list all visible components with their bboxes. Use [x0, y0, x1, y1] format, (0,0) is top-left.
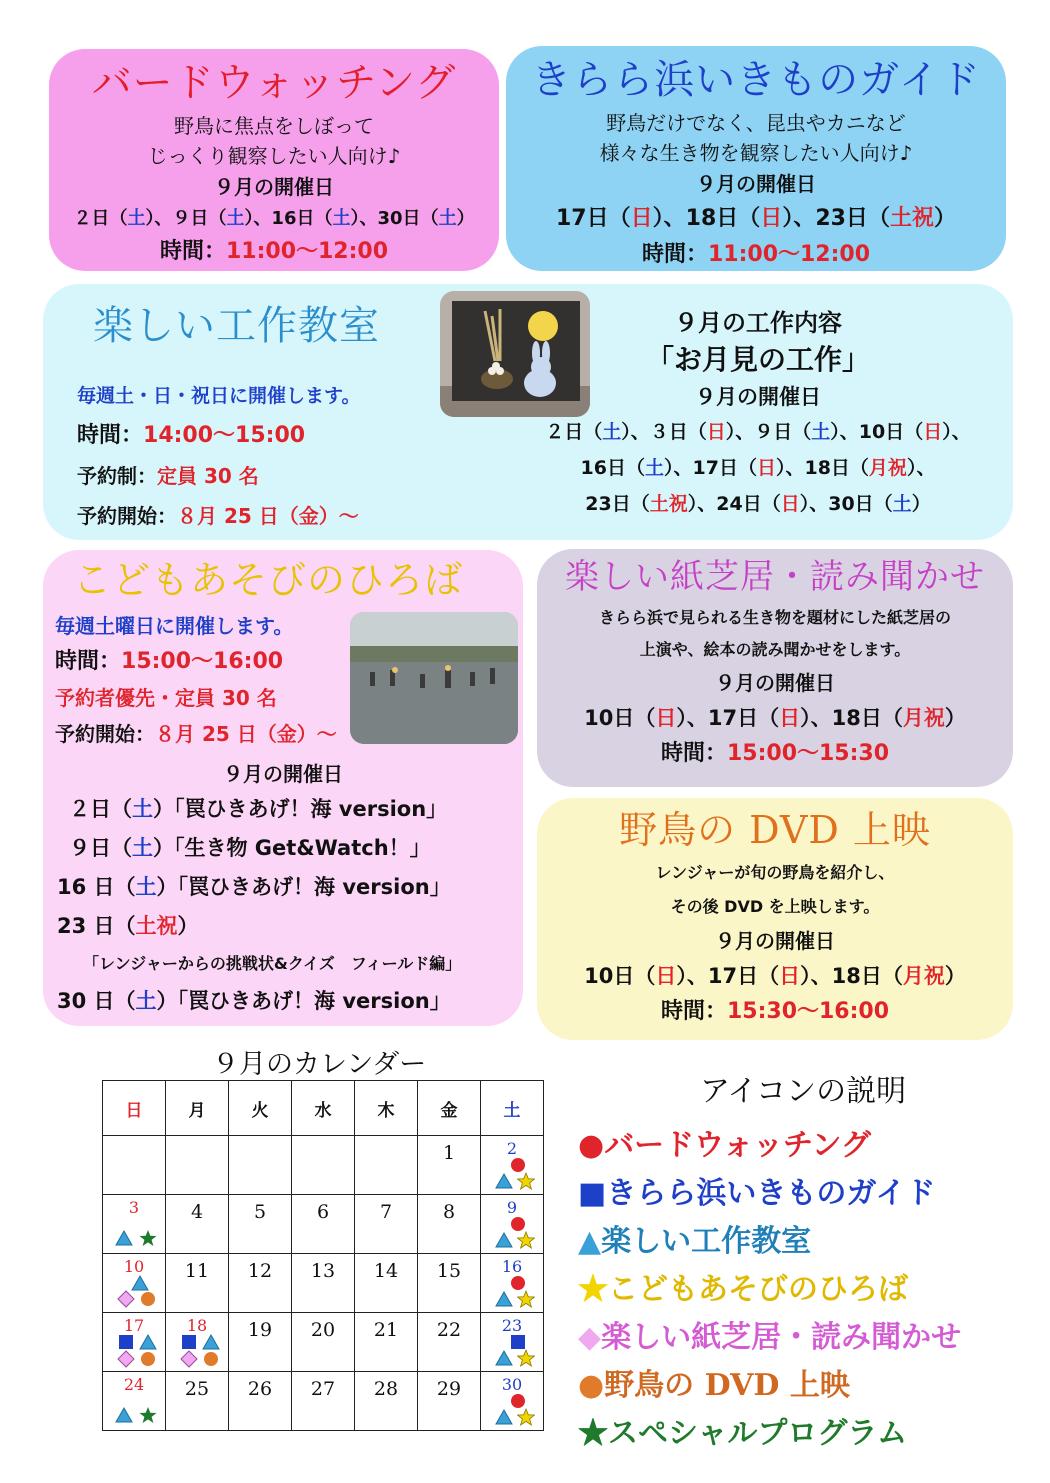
- calendar-day-cell: [103, 1254, 166, 1313]
- calendar-day-icons: [487, 1333, 539, 1367]
- calendar-day-cell: [166, 1254, 229, 1313]
- calendar-day-cell: [355, 1136, 418, 1195]
- calendar-day-number: 5: [253, 1201, 267, 1223]
- kids-program-3: 16 日（土）「罠ひきあげ！海 version」: [57, 875, 451, 899]
- kami-time: 時間：15:00～15:30: [660, 741, 890, 767]
- september-calendar: [102, 1080, 544, 1431]
- kids-info: [55, 608, 337, 752]
- calendar-day-number: 11: [184, 1260, 210, 1282]
- weekday-header: 木: [355, 1081, 418, 1136]
- calendar-day-cell: [418, 1136, 481, 1195]
- calendar-day-number: 12: [247, 1260, 273, 1282]
- kamishibai-icon: [180, 1350, 198, 1373]
- kids-playground-icon: [517, 1290, 535, 1313]
- bird-dates: ２日（土）、９日（土）、16日（土）、30日（土）: [73, 208, 475, 229]
- calendar-day-cell: [103, 1136, 166, 1195]
- legend-item: [578, 1266, 961, 1314]
- craft-class-icon: [495, 1408, 513, 1431]
- craft-class-icon: [115, 1229, 133, 1252]
- kids-reserve-start: 予約開始：８月 25 日（金）～: [55, 722, 337, 746]
- calendar-day-cell: [355, 1313, 418, 1372]
- legend-label: スペシャルプログラム: [608, 1416, 908, 1451]
- legend-symbol-icon: ★: [578, 1272, 608, 1307]
- calendar-day-cell: [103, 1195, 166, 1254]
- calendar-day-number: 17: [123, 1316, 145, 1335]
- calendar-day-cell: [292, 1313, 355, 1372]
- calendar-day-number: 26: [247, 1378, 273, 1400]
- calendar-day-cell: [418, 1254, 481, 1313]
- legend-symbol-icon: ■: [578, 1176, 607, 1211]
- calendar-day-cell: [481, 1372, 544, 1431]
- guide-time: 時間：11:00～12:00: [641, 242, 871, 268]
- craft-class-icon: [495, 1172, 513, 1195]
- calendar-day-cell: [355, 1195, 418, 1254]
- dvd-screening-icon: [202, 1350, 220, 1373]
- legend-symbol-icon: ▲: [578, 1224, 602, 1259]
- calendar-day-number: 23: [501, 1316, 523, 1335]
- legend-item: [578, 1362, 961, 1410]
- craft-reserve: 予約制：定員 30 名: [77, 464, 259, 488]
- craft-dates-label: ９月の開催日: [695, 385, 821, 409]
- kids-program-4: 23 日（土祝）: [57, 914, 199, 938]
- dvd-time: 時間：15:30～16:00: [660, 998, 890, 1024]
- calendar-day-number: 29: [436, 1378, 462, 1400]
- legend-item: [578, 1170, 961, 1218]
- legend-item: [578, 1410, 961, 1458]
- calendar-day-number: 27: [310, 1378, 336, 1400]
- icon-legend: [578, 1122, 961, 1458]
- craft-dates-3: 23日（土祝）、24日（日）、30日（土）: [585, 493, 931, 515]
- calendar-day-cell: [418, 1313, 481, 1372]
- special-program-icon: [139, 1406, 157, 1429]
- calendar-day-number: 4: [190, 1201, 204, 1223]
- kids-weekly: 毎週土曜日に開催します。: [55, 614, 294, 638]
- kids-photo: [350, 612, 518, 744]
- craft-content: 「お月見の工作」: [645, 343, 870, 376]
- legend-item: [578, 1122, 961, 1170]
- calendar-day-icons: [109, 1215, 161, 1249]
- calendar-day-cell: [418, 1195, 481, 1254]
- dvd-dates-label: ９月の開催日: [715, 928, 835, 953]
- craft-class-icon: [115, 1406, 133, 1429]
- calendar-day-number: 19: [247, 1319, 273, 1341]
- calendar-day-icons: [172, 1333, 224, 1367]
- kids-schedule: [43, 758, 523, 1021]
- dvd-screening-icon: [139, 1350, 157, 1373]
- bird-desc-2: じっくり観察したい人向け♪: [147, 144, 401, 168]
- calendar-day-number: 20: [310, 1319, 336, 1341]
- calendar-day-number: 28: [373, 1378, 399, 1400]
- calendar-day-number: 25: [184, 1378, 210, 1400]
- calendar-day-cell: [481, 1254, 544, 1313]
- dvd-screening-icon: [139, 1290, 157, 1313]
- calendar-day-number: 7: [379, 1201, 393, 1223]
- calendar-day-number: 3: [128, 1198, 140, 1217]
- kami-dates: 10日（日）、17日（日）、18日（月祝）: [584, 706, 966, 731]
- craft-weekly: 毎週土・日・祝日に開催します。: [77, 385, 361, 407]
- legend-symbol-icon: ◆: [578, 1320, 602, 1355]
- kids-program-4-detail: 「レンジャーからの挑戦状&クイズ フィールド編」: [83, 954, 462, 973]
- kids-program-5: 30 日（土）「罠ひきあげ！海 version」: [57, 989, 451, 1013]
- kids-dates-label: ９月の開催日: [223, 762, 343, 786]
- craft-class-icon: [495, 1349, 513, 1372]
- legend-item: [578, 1314, 961, 1362]
- dvd-desc-1: レンジャーが旬の野鳥を紹介し、: [655, 862, 895, 882]
- dvd-dates: 10日（日）、17日（日）、18日（月祝）: [584, 963, 966, 988]
- calendar-day-cell: [355, 1372, 418, 1431]
- calendar-day-number: 30: [501, 1375, 523, 1394]
- calendar-day-number: 18: [186, 1316, 208, 1335]
- legend-symbol-icon: ●: [578, 1128, 605, 1163]
- legend-label: 楽しい紙芝居・読み聞かせ: [601, 1320, 962, 1355]
- dvd-screening-title: 野鳥の DVD 上映: [619, 808, 931, 852]
- calendar-day-icons: [487, 1392, 539, 1426]
- calendar-day-cell: [292, 1195, 355, 1254]
- calendar-day-cell: [481, 1195, 544, 1254]
- special-program-icon: [139, 1229, 157, 1252]
- calendar-day-cell: [292, 1136, 355, 1195]
- bird-dates-label: ９月の開催日: [214, 175, 334, 199]
- weekday-header: 金: [418, 1081, 481, 1136]
- weekday-header: 月: [166, 1081, 229, 1136]
- calendar-day-cell: [292, 1254, 355, 1313]
- calendar-day-cell: [166, 1313, 229, 1372]
- calendar-day-number: 15: [436, 1260, 462, 1282]
- weekday-header: 日: [103, 1081, 166, 1136]
- guide-dates: 17日（日）、18日（日）、23日（土祝）: [556, 206, 956, 231]
- kamishibai-icon: [117, 1350, 135, 1373]
- bird-watching-panel: [49, 49, 499, 271]
- bird-watching-title: バードウォッチング: [91, 60, 457, 106]
- legend-title: アイコンの説明: [700, 1074, 907, 1109]
- craft-dates-1: ２日（土）、３日（日）、９日（土）、10日（日）、: [545, 421, 971, 443]
- guide-dates-label: ９月の開催日: [696, 172, 816, 196]
- calendar-day-number: 16: [501, 1257, 523, 1276]
- dvd-screening-panel: [537, 798, 1013, 1040]
- kids-priority: 予約者優先・定員 30 名: [55, 686, 277, 710]
- guide-desc-1: 野鳥だけでなく、昆虫やカニなど: [606, 111, 906, 135]
- craft-time: 時間：14:00～15:00: [77, 423, 306, 448]
- kids-playground-icon: [517, 1172, 535, 1195]
- calendar-day-number: 22: [436, 1319, 462, 1341]
- calendar-day-cell: [103, 1313, 166, 1372]
- calendar-title: ９月のカレンダー: [212, 1049, 427, 1080]
- kirara-guide-panel: [506, 46, 1006, 271]
- calendar-day-cell: [229, 1372, 292, 1431]
- calendar-day-number: 2: [506, 1139, 518, 1158]
- kids-playground-title: こどもあそびのひろば: [73, 558, 464, 602]
- calendar-day-cell: [229, 1254, 292, 1313]
- legend-symbol-icon: ●: [578, 1368, 605, 1403]
- kamishibai-icon: [117, 1290, 135, 1313]
- calendar-day-number: 21: [373, 1319, 399, 1341]
- calendar-day-cell: [166, 1136, 229, 1195]
- craft-class-icon: [495, 1290, 513, 1313]
- calendar-day-cell: [355, 1254, 418, 1313]
- bird-desc-1: 野鳥に焦点をしぼって: [174, 114, 374, 138]
- legend-label: きらら浜いきものガイド: [606, 1176, 936, 1211]
- legend-label: 楽しい工作教室: [601, 1224, 812, 1259]
- dvd-desc-2: その後 DVD を上映します。: [670, 896, 880, 916]
- kids-playground-icon: [517, 1349, 535, 1372]
- calendar-day-number: 24: [123, 1375, 145, 1394]
- calendar-day-number: 1: [442, 1142, 456, 1164]
- calendar-day-icons: [109, 1274, 161, 1308]
- kids-playground-panel: [43, 550, 523, 1026]
- legend-symbol-icon: ★: [578, 1416, 608, 1451]
- calendar-day-icons: [109, 1333, 161, 1367]
- calendar-day-icons: [487, 1274, 539, 1308]
- legend-label: 野鳥の DVD 上映: [604, 1368, 850, 1403]
- kids-program-2: ９日（土）「生き物 Get&Watch！」: [69, 836, 431, 860]
- legend-label: こどもあそびのひろば: [608, 1272, 908, 1307]
- craft-class-panel: [43, 284, 1013, 540]
- calendar-day-cell: [481, 1313, 544, 1372]
- craft-left-info: [77, 376, 360, 536]
- calendar-day-cell: [166, 1372, 229, 1431]
- craft-dates-2: 16日（土）、17日（日）、18日（月祝）、: [580, 457, 936, 479]
- kirara-guide-title: きらら浜いきものガイド: [531, 57, 981, 103]
- calendar-day-number: 10: [123, 1257, 145, 1276]
- craft-content-label: ９月の工作内容: [674, 309, 842, 337]
- weekday-header: 水: [292, 1081, 355, 1136]
- calendar-day-cell: [481, 1136, 544, 1195]
- weekday-header: 土: [481, 1081, 544, 1136]
- calendar-day-cell: [418, 1372, 481, 1431]
- guide-desc-2: 様々な生き物を観察したい人向け♪: [599, 141, 913, 165]
- weekday-header: 火: [229, 1081, 292, 1136]
- craft-class-title: 楽しい工作教室: [93, 303, 380, 349]
- legend-item: [578, 1218, 961, 1266]
- bird-time: 時間：11:00～12:00: [159, 238, 389, 264]
- legend-label: バードウォッチング: [604, 1128, 871, 1163]
- kami-dates-label: ９月の開催日: [715, 671, 835, 696]
- calendar-day-cell: [229, 1136, 292, 1195]
- calendar-day-icons: [487, 1156, 539, 1190]
- craft-right-info: [513, 306, 1003, 522]
- calendar-day-number: 6: [316, 1201, 330, 1223]
- kids-playground-icon: [517, 1231, 535, 1254]
- kami-desc-2: 上演や、絵本の読み聞かせをします。: [639, 640, 911, 660]
- kami-desc-1: きらら浜で見られる生き物を題材にした紙芝居の: [598, 608, 951, 628]
- calendar-day-cell: [166, 1195, 229, 1254]
- calendar-day-number: 9: [506, 1198, 518, 1217]
- kamishibai-panel: [537, 549, 1013, 787]
- calendar-day-icons: [109, 1392, 161, 1426]
- calendar-day-number: 14: [373, 1260, 399, 1282]
- kids-playground-icon: [517, 1408, 535, 1431]
- kids-time: 時間：15:00～16:00: [55, 649, 284, 674]
- craft-class-icon: [495, 1231, 513, 1254]
- craft-reserve-start: 予約開始：８月 25 日（金）～: [77, 504, 359, 528]
- calendar-day-icons: [487, 1215, 539, 1249]
- calendar-day-number: 8: [442, 1201, 456, 1223]
- calendar-day-number: 13: [310, 1260, 336, 1282]
- calendar-day-cell: [103, 1372, 166, 1431]
- calendar-day-cell: [292, 1372, 355, 1431]
- calendar-day-cell: [229, 1313, 292, 1372]
- kamishibai-title: 楽しい紙芝居・読み聞かせ: [565, 557, 985, 597]
- kids-program-1: ２日（土）「罠ひきあげ！海 version」: [69, 797, 448, 821]
- calendar-day-cell: [229, 1195, 292, 1254]
